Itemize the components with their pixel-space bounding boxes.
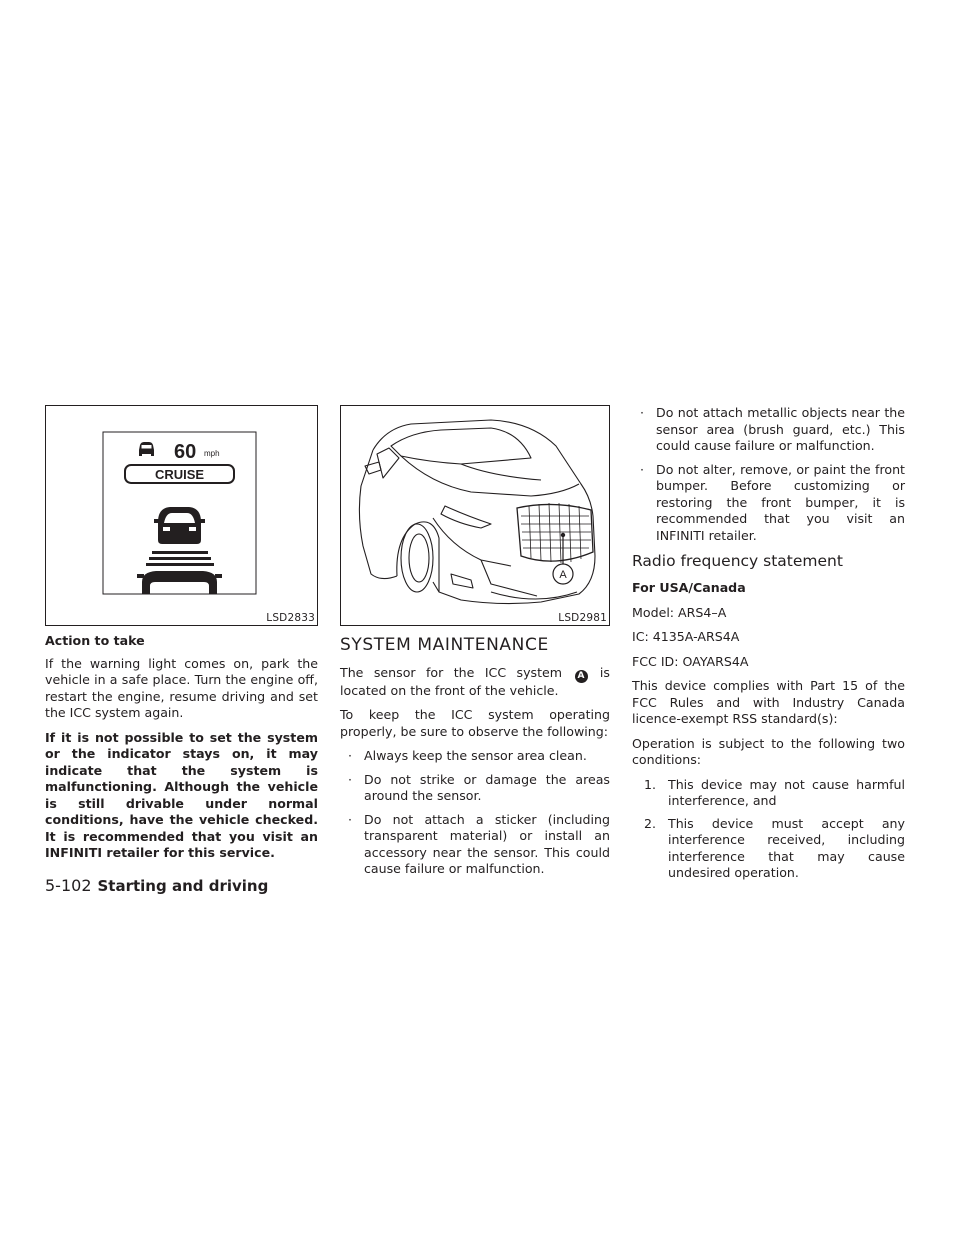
sensor-marker-label: A xyxy=(559,569,567,581)
left-column xyxy=(45,633,318,870)
list-item: · Do not attach a sticker (including transparent material) or install an accessory near the sensor. This could cause failure or malfunction. xyxy=(348,811,610,877)
vehicle-sensor-figure xyxy=(340,405,610,626)
distance-bar xyxy=(152,551,208,554)
section-title: Starting and driving xyxy=(97,877,269,895)
page-footer xyxy=(45,876,268,895)
section-heading: SYSTEM MAINTENANCE xyxy=(340,635,549,655)
vehicle-ahead-icon xyxy=(139,442,154,456)
list-item: 2. This device must accept any interference received, including interference that may cause undesired operation. xyxy=(644,815,905,880)
conditions-intro: Operation is subject to the following two conditions: xyxy=(632,735,905,767)
cruise-mode-label: CRUISE xyxy=(154,467,205,482)
region-heading: For USA/Canada xyxy=(632,580,746,595)
distance-bar xyxy=(146,563,214,566)
model-line: Model: ARS4–A xyxy=(632,604,727,620)
sensor-location-paragraph xyxy=(340,665,610,699)
front-grille xyxy=(517,503,593,563)
list-item: 1. This device may not cause harmful interference, and xyxy=(644,776,905,808)
maintenance-list xyxy=(340,748,610,878)
ic-line: IC: 4135A-ARS4A xyxy=(632,629,740,644)
page-number: 5-102 xyxy=(45,876,92,895)
compliance-paragraph: This device complies with Part 15 of the FCC Rules and with Industry Canada licence-exempt RSS standard(s): xyxy=(632,678,905,726)
cruise-display-figure xyxy=(45,405,318,626)
set-speed-value: 60 xyxy=(174,441,197,463)
list-item: · Always keep the sensor area clean. xyxy=(348,748,587,764)
list-item: · Do not attach metallic objects near the sensor area (brush guard, etc.) This could cause failure or malfunction. xyxy=(640,405,905,453)
list-item: · Do not alter, remove, or paint the front bumper. Before customizing or restoring the front bumper, it is recommended that you visit an INFINITI retailer. xyxy=(640,461,905,543)
cruise-display-illustration xyxy=(46,406,317,625)
right-column xyxy=(632,405,905,888)
list-item: · Do not strike or damage the areas around the sensor. xyxy=(348,771,610,804)
maintenance-intro: To keep the ICC system operating properly, be sure to observe the following: xyxy=(340,707,610,739)
distance-bar xyxy=(149,557,211,560)
radio-heading: Radio frequency statement xyxy=(632,552,843,570)
action-paragraph: If the warning light comes on, park the vehicle in a safe place. Turn the engine off, restart the engine, resume driving and set the ICC system again. xyxy=(45,655,318,720)
speed-unit: mph xyxy=(204,449,220,458)
malfunction-paragraph: If it is not possible to set the system or the indicator stays on, it may indicate that the system is malfunctioning. Although the vehicle is still drivable under normal conditions, have the vehicle checked. It is recommended that you visit an INFINITI retailer for this service. xyxy=(45,729,318,860)
lead-vehicle-icon xyxy=(154,507,205,544)
fcc-line: FCC ID: OAYARS4A xyxy=(632,653,749,669)
sensor-text-b: is located on the front of the vehicle. xyxy=(340,665,610,698)
conditions-list xyxy=(632,777,905,882)
sensor-marker-inline: A xyxy=(575,670,588,683)
figure-code: LSD2981 xyxy=(558,612,607,624)
sensor-text-a: The sensor for the ICC system xyxy=(340,665,563,680)
middle-column xyxy=(340,635,610,885)
vehicle-front-illustration xyxy=(341,406,609,625)
maintenance-list-continued xyxy=(632,405,905,544)
action-heading: Action to take xyxy=(45,633,145,648)
figure-code: LSD2833 xyxy=(266,612,315,624)
